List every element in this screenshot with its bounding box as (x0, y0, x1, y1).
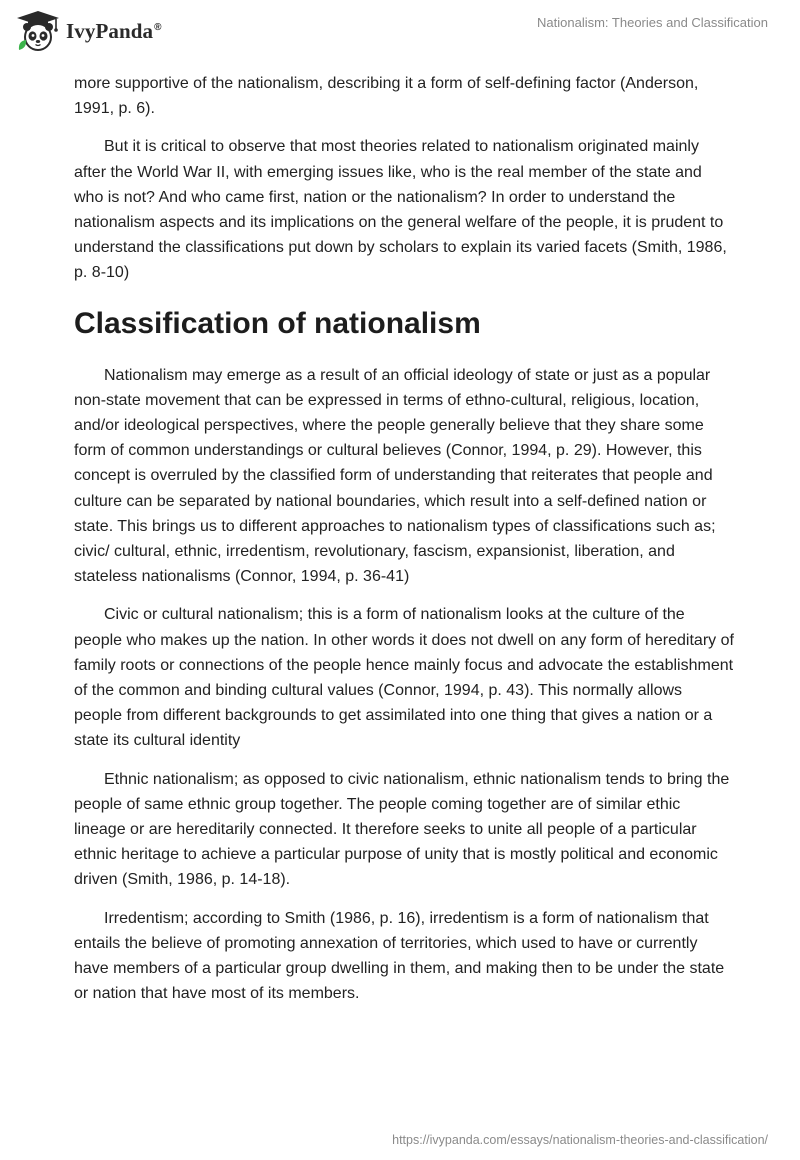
panda-graduate-icon (16, 10, 60, 52)
paragraph-continued: more supportive of the nationalism, describing it a form of self-defining factor (Anderson, 1991, p. 6). (74, 75, 699, 118)
registered-mark: ® (154, 21, 162, 33)
document-title: Nationalism: Theories and Classification (537, 15, 768, 30)
section-heading: Classification of nationalism (74, 306, 481, 340)
brand-name: IvyPanda® (66, 18, 162, 43)
paragraph-ethnic: Ethnic nationalism; as opposed to civic nationalism, ethnic nationalism tends to bring the people of same ethnic group together. The people coming together are of similar ethic lineage or are hereditarily connected. It therefore seeks to unite all people of a particular ethnic heritage to achieve a particular purpose of unity that is mostly political and economic driven (Smith, 1986, p. 14-18). (74, 770, 730, 889)
paragraph-irredentism: Irredentism; according to Smith (1986, p. 16), irredentism is a form of nationalism that entails the believe of promoting annexation of territories, which used to have or currently have members of a particular group dwelling in them, and making then to be under the state or nation that have most of its members. (74, 909, 725, 1003)
paragraph-civic: Civic or cultural nationalism; this is a form of nationalism looks at the culture of the people who makes up the nation. In other words it does not dwell on any form of hereditary of family roots or connections of the people hence mainly focus and advocate the establishment of the common and binding cultural values (Connor, 1994, p. 43). This normally allows people from different backgrounds to get assimilated into one thing that gives a nation or a state its cultural identity (74, 606, 734, 750)
source-url[interactable]: https://ivypanda.com/essays/nationalism-theories-and-classification/ (392, 1133, 768, 1147)
essay-body (74, 71, 734, 1020)
ivypanda-logo[interactable] (16, 10, 162, 52)
paragraph-emerge: Nationalism may emerge as a result of an official ideology of state or just as a popular non-state movement that can be expressed in terms of ethno-cultural, religious, location, and/or ideological perspectives, where the people generally believe that they share some form of common understandings or cultural believes (Connor, 1994, p. 29). However, this concept is overruled by the classified form of understanding that reiterates that people and culture can be separated by national boundaries, which result into a self-defined nation or state. This brings us to different approaches to nationalism types of classifications such as; civic/ cultural, ethnic, irredentism, revolutionary, fascism, expansionist, liberation, and stateless nationalisms (Connor, 1994, p. 36-41) (74, 366, 716, 586)
paragraph-theories: But it is critical to observe that most theories related to nationalism originated mainly after the World War II, with emerging issues like, who is the real member of the state and who is not? And who came first, nation or the nationalism? In order to understand the nationalism aspects and its implications on the general welfare of the people, it is prudent to understand the classifications put down by scholars to explain its varied facets (Smith, 1986, p. 8-10) (74, 138, 727, 282)
page-header (0, 0, 800, 64)
